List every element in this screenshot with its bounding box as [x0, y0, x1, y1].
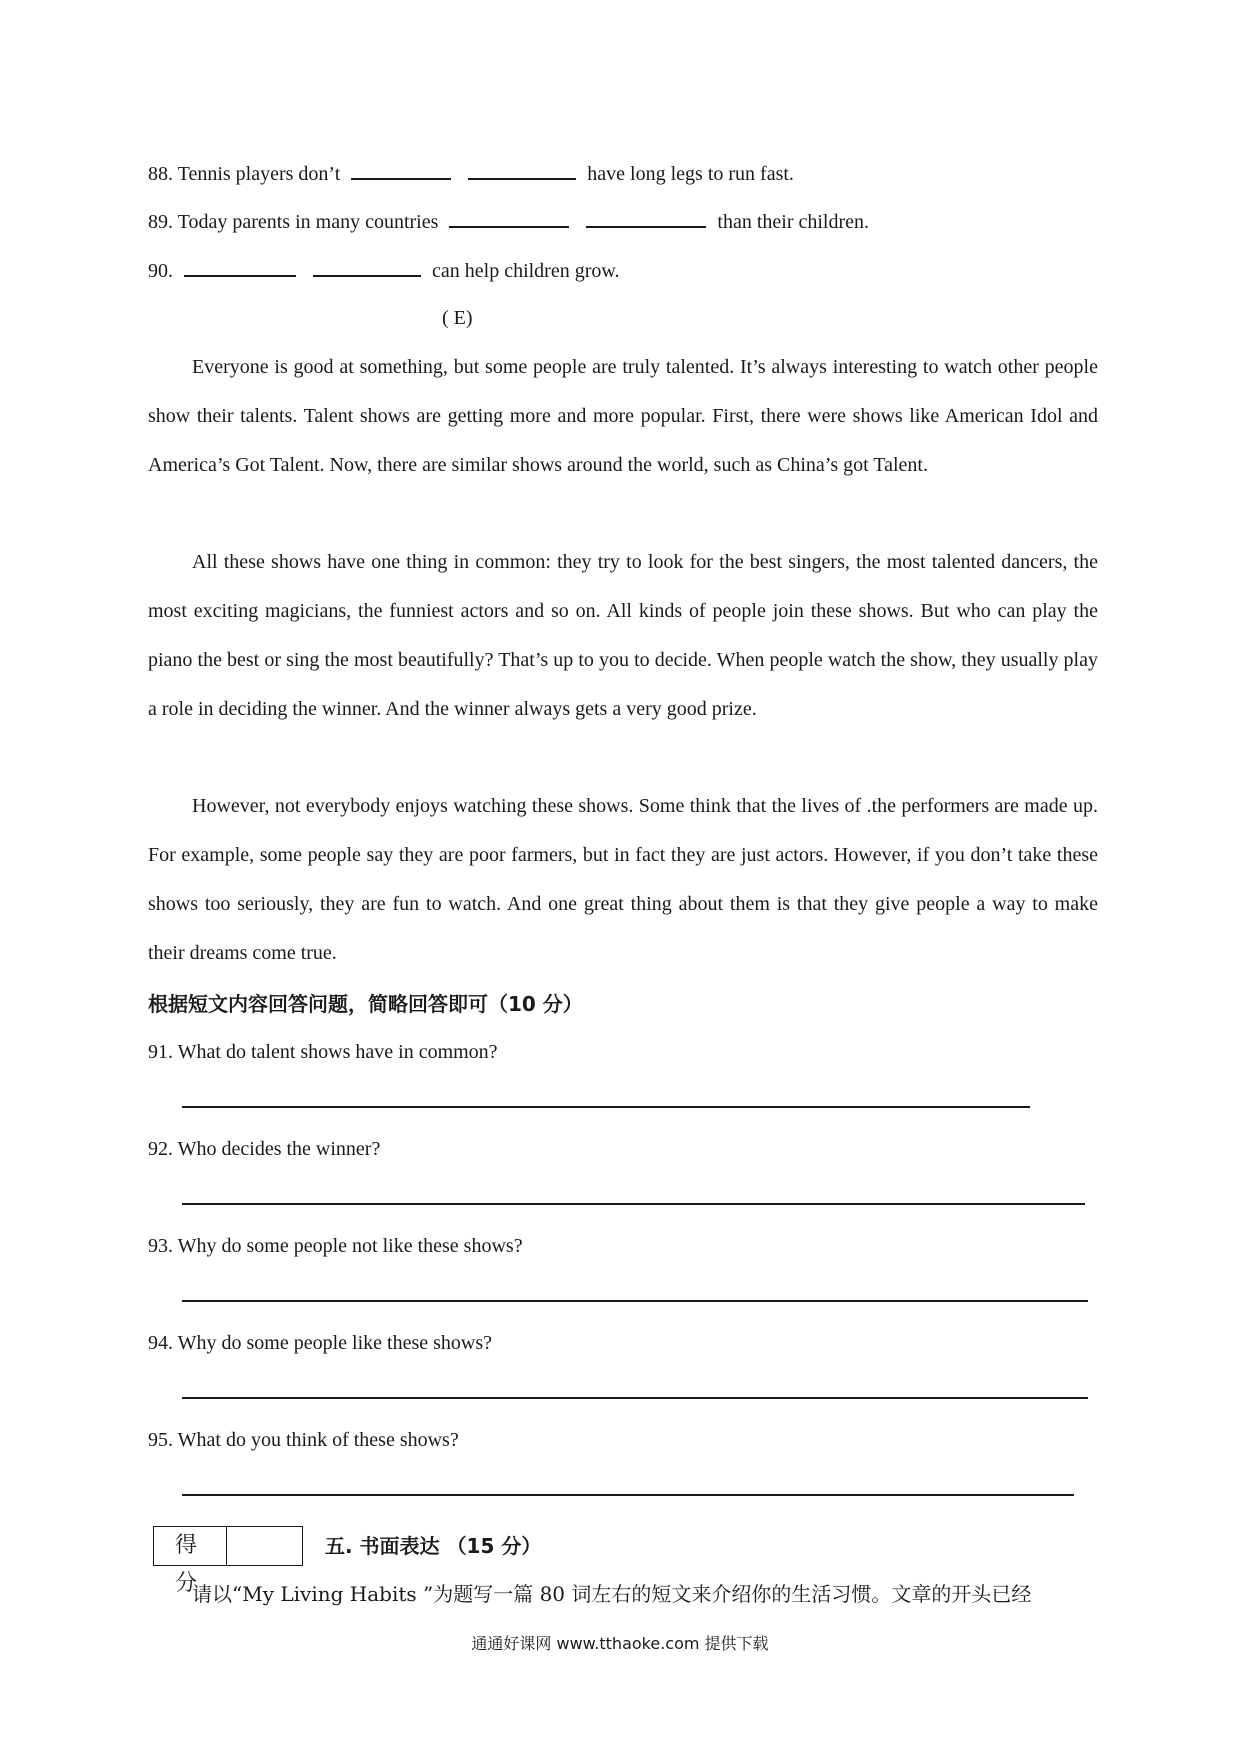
page-footer: 通通好课网 www.tthaoke.com 提供下载: [471, 1634, 769, 1653]
item-text-before: Tennis players don’t: [177, 163, 341, 185]
item-number: 90.: [148, 260, 173, 282]
passage-paragraph-3: However, not everybody enjoys watching these shows. Some think that the lives of .the performers are made up. For example, some people say they are poor farmers, but in fact they are just actors. However, if you don’t take these shows too seriously, they are fun to watch. And one great thing about them is that they give people a way to make their dreams come true.: [148, 795, 1098, 964]
answer-line-95[interactable]: [182, 1494, 1074, 1496]
writing-section-title: 五. 书面表达 （15 分）: [325, 1534, 542, 1558]
item-text-after: have long legs to run fast.: [587, 163, 794, 185]
item-number: 89.: [148, 211, 173, 233]
answer-line-94[interactable]: [182, 1397, 1088, 1399]
passage-label: ( E): [442, 307, 473, 329]
writing-instruction: 请以“My Living Habits ”为题写一篇 80 词左右的短文来介绍你的生活习惯。文章的开头已经: [192, 1582, 1032, 1606]
fill-item-89: [148, 208, 869, 234]
question-94: 94. Why do some people like these shows?: [148, 1332, 493, 1354]
passage-paragraph-2: All these shows have one thing in common: they try to look for the best singers, the most talented dancers, the most exciting magicians, the funniest actors and so on. All kinds of people join these shows. But who can play the piano the best or sing the most beautifully? That’s up to you to decide. When people watch the show, they usually play a role in deciding the winner. And the winner always gets a very good prize.: [148, 551, 1098, 720]
item-text-before: Today parents in many countries: [177, 211, 439, 233]
score-label: 得 分: [154, 1527, 227, 1565]
answer-line-92[interactable]: [182, 1203, 1085, 1205]
fill-item-88: [148, 160, 794, 186]
score-value-field[interactable]: [227, 1527, 302, 1565]
answer-line-91[interactable]: [182, 1106, 1030, 1108]
fill-item-90: [148, 257, 620, 283]
question-92: 92. Who decides the winner?: [148, 1138, 381, 1160]
score-box: [153, 1526, 303, 1596]
qa-instruction: 根据短文内容回答问题，简略回答即可（10 分）: [148, 992, 583, 1016]
item-text-after: can help children grow.: [432, 260, 620, 282]
answer-line-93[interactable]: [182, 1300, 1088, 1302]
answer-blank[interactable]: [449, 208, 569, 228]
answer-blank[interactable]: [351, 160, 451, 180]
item-number: 88.: [148, 163, 173, 185]
passage-paragraph-1: Everyone is good at something, but some people are truly talented. It’s always interesting to watch other people show their talents. Talent shows are getting more and more popular. First, there were shows like American Idol and America’s Got Talent. Now, there are similar shows around the world, such as China’s got Talent.: [148, 356, 1098, 476]
item-text-after: than their children.: [717, 211, 870, 233]
answer-blank[interactable]: [184, 257, 296, 277]
answer-blank[interactable]: [586, 208, 706, 228]
question-93: 93. Why do some people not like these shows?: [148, 1235, 523, 1257]
answer-blank[interactable]: [468, 160, 576, 180]
question-95: 95. What do you think of these shows?: [148, 1429, 459, 1451]
question-91: 91. What do talent shows have in common?: [148, 1041, 498, 1063]
answer-blank[interactable]: [313, 257, 421, 277]
